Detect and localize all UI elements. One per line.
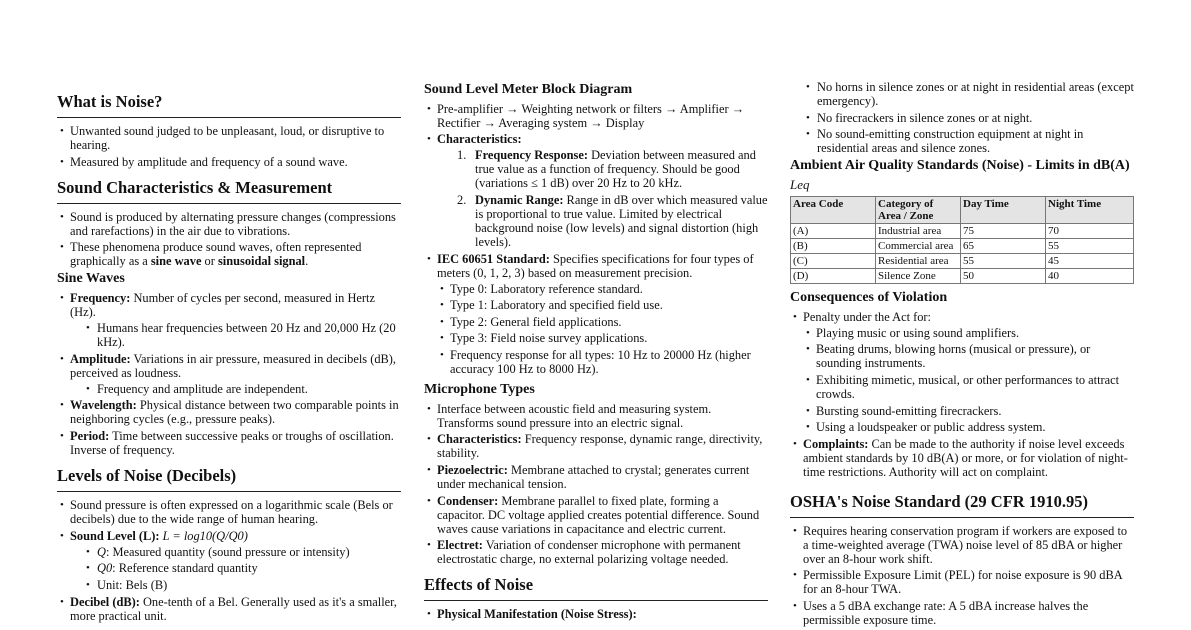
section-title-levels-of-noise: Levels of Noise (Decibels) xyxy=(57,467,401,492)
table-header: Category of Area / Zone xyxy=(876,196,961,223)
list-item: • Measured by amplitude and frequency of a sound wave. xyxy=(57,155,401,169)
osha-list xyxy=(790,524,1134,627)
list-item: • Uses a 5 dBA exchange rate: A 5 dBA increase halves the permissible exposure time. xyxy=(790,599,1134,627)
subsection-title-block-diagram: Sound Level Meter Block Diagram xyxy=(424,82,633,97)
list-subitem: • Type 2: General field applications. xyxy=(437,315,768,329)
list-item-wavelength: • Wavelength: Physical distance between two comparable points in neighboring cycles (e.g., pressure peaks). xyxy=(57,398,401,426)
noise-list xyxy=(57,124,401,169)
list-subitem: • Frequency response for all types: 10 Hz to 20000 Hz (higher accuracy 100 Hz to 8000 Hz). xyxy=(437,348,768,376)
list-item: • Sound pressure is often expressed on a logarithmic scale (Bels or decibels) due to the wide range of human hearing. xyxy=(57,498,401,526)
table-row: (D) Silence Zone 50 40 xyxy=(791,268,1134,283)
list-item-frequency: • Frequency: Number of cycles per second, measured in Hertz (Hz). • Humans hear frequencies between 20 Hz and 20,000 Hz (20 kHz). xyxy=(57,291,401,349)
leq-label: Leq xyxy=(790,176,810,192)
list-item: • Sound is produced by alternating pressure changes (compressions and rarefactions) in the air due to vibrations. xyxy=(57,210,401,238)
list-item: • Pre-amplifier → Weighting network or filters → Amplifier → Rectifier → Averaging system → Display xyxy=(424,102,768,130)
list-item: • Physical Manifestation (Noise Stress): xyxy=(424,607,768,621)
list-subitem: • Exhibiting mimetic, musical, or other performances to attract crowds. xyxy=(803,373,1134,401)
subsection-title-microphone-types: Microphone Types xyxy=(424,381,535,397)
list-item-characteristics: • Characteristics: 1. Frequency Response: Deviation between measured and true value as a function of frequency. Should be good (variations ≤ 1 dB) over 20 Hz to 20 kHz. 2. Dynamic Range: Range in dB over which measured value is proportional to true value. Limited by electrical background noise (low levels) and signal distortion (high levels). xyxy=(424,132,768,249)
effects-list xyxy=(424,607,768,621)
list-item: • Interface between acoustic field and measuring system. Transforms sound pressure into an electric signal. xyxy=(424,402,768,430)
microphone-list xyxy=(424,402,768,566)
sound-level-formula: L = log10(Q/Q0) xyxy=(162,528,248,543)
list-subitem: • No horns in silence zones or at night in residential areas (except emergency). xyxy=(790,80,1134,108)
list-item-amplitude: • Amplitude: Variations in air pressure, measured in decibels (dB), perceived as loudness. • Frequency and amplitude are independent. xyxy=(57,352,401,396)
list-subitem: • Type 1: Laboratory and specified field use. xyxy=(437,298,768,312)
noise-limits-table xyxy=(790,196,1134,284)
table-header: Night Time xyxy=(1046,196,1134,223)
table-header: Day Time xyxy=(961,196,1046,223)
list-subitem: • No firecrackers in silence zones or at night. xyxy=(790,111,1134,125)
list-item: • Electret: Variation of condenser microphone with permanent electrostatic charge, no external polarizing voltage needed. xyxy=(424,538,768,566)
list-subitem: • Unit: Bels (B) xyxy=(70,578,401,592)
column-left xyxy=(57,93,401,625)
block-diagram-list xyxy=(424,102,768,376)
list-subitem: • No sound-emitting construction equipment at night in residential areas and silence zones. xyxy=(790,127,1134,155)
list-subitem: • Frequency and amplitude are independent. xyxy=(70,382,401,396)
list-item-complaints: • Complaints: Can be made to the authority if noise level exceeds ambient standards by 10 dB(A) or more, or for violation of night-time restrictions. Authority will act on complaint. xyxy=(790,437,1134,479)
consequences-list xyxy=(790,310,1134,479)
list-item: • Condenser: Membrane parallel to fixed plate, forming a capacitor. DC voltage applied creates potential difference. Sound waves cause variations in capacitance and electric current. xyxy=(424,494,768,536)
list-subitem: • Using a loudspeaker or public address system. xyxy=(803,420,1134,434)
list-item: • These phenomena produce sound waves, often represented graphically as a sine wave or sinusoidal signal. xyxy=(57,240,401,268)
list-subitem: • Beating drums, blowing horns (musical or pressure), or sounding instruments. xyxy=(803,342,1134,370)
section-title-sound-characteristics: Sound Characteristics & Measurement xyxy=(57,179,401,204)
list-subitem: • Type 3: Field noise survey applications. xyxy=(437,331,768,345)
list-subitem: • Humans hear frequencies between 20 Hz and 20,000 Hz (20 kHz). xyxy=(70,321,401,349)
section-title-effects-of-noise: Effects of Noise xyxy=(424,576,768,601)
table-row: (A) Industrial area 75 70 xyxy=(791,223,1134,238)
section-title-what-is-noise: What is Noise? xyxy=(57,93,401,118)
section-title-osha: OSHA's Noise Standard (29 CFR 1910.95) xyxy=(790,493,1134,518)
subsection-title-consequences: Consequences of Violation xyxy=(790,289,948,305)
list-item-sound-level: • Sound Level (L): L = log10(Q/Q0) • Q: Measured quantity (sound pressure or intensity) • Q0: Reference standard quantity • Unit: Bels (B) xyxy=(57,529,401,592)
list-item-period: • Period: Time between successive peaks or troughs of oscillation. Inverse of frequency. xyxy=(57,429,401,457)
list-item-penalty: • Penalty under the Act for: • Playing music or using sound amplifiers. • Beating drums, blowing horns (musical or pressure), or sounding instruments. • Exhibiting mimetic, musical, or other performances to attract crowds. • Bursting sound-emitting firecrackers. • Using a loudspeaker or public address system. xyxy=(790,310,1134,434)
subsection-title-air-quality: Ambient Air Quality Standards (Noise) - Limits in dB(A) xyxy=(790,158,1130,174)
list-item: • Permissible Exposure Limit (PEL) for noise exposure is 90 dBA for an 8-hour TWA. xyxy=(790,568,1134,596)
column-right xyxy=(790,80,1134,630)
levels-list xyxy=(57,498,401,622)
list-subitem: • Q0: Reference standard quantity xyxy=(70,561,401,575)
sine-wave-list xyxy=(57,291,401,457)
restrictions-list xyxy=(790,80,1134,155)
list-subitem: • Type 0: Laboratory reference standard. xyxy=(437,282,768,296)
table-row: (B) Commercial area 65 55 xyxy=(791,238,1134,253)
list-subitem: • Playing music or using sound amplifiers. xyxy=(803,326,1134,340)
list-item: • Characteristics: Frequency response, dynamic range, directivity, stability. xyxy=(424,432,768,460)
list-subitem: • Bursting sound-emitting firecrackers. xyxy=(803,404,1134,418)
list-item-decibel: • Decibel (dB): One-tenth of a Bel. Generally used as it's a smaller, more practical unit. xyxy=(57,595,401,623)
list-item: • Piezoelectric: Membrane attached to crystal; generates current under mechanical tension. xyxy=(424,463,768,491)
column-middle xyxy=(424,79,768,624)
subsection-title-sine-waves: Sine Waves xyxy=(57,271,125,287)
list-item-iec-standard: • IEC 60651 Standard: Specifies specifications for four types of meters (0, 1, 2, 3) based on measurement precision. • Type 0: Laboratory reference standard. • Type 1: Laboratory and specified field use. • Type 2: General field applications. • Type 3: Field noise survey applications. • Frequency response for all types: 10 Hz to 20000 Hz (higher accuracy 100 Hz to 8000 Hz). xyxy=(424,252,768,376)
list-item: • Unwanted sound judged to be unpleasant, loud, or disruptive to hearing. xyxy=(57,124,401,152)
numbered-item-frequency-response: 1. Frequency Response: Deviation between measured and true value as a function of frequency. Should be good (variations ≤ 1 dB) over 20 Hz to 20 kHz. xyxy=(457,148,756,191)
table-row: (C) Residential area 55 45 xyxy=(791,253,1134,268)
list-subitem: • Q: Measured quantity (sound pressure or intensity) xyxy=(70,545,401,559)
table-header: Area Code xyxy=(791,196,876,223)
characteristics-list xyxy=(57,210,401,269)
list-item: • Requires hearing conservation program if workers are exposed to a time-weighted average (TWA) noise level of 85 dBA or higher over an 8-hour work shift. xyxy=(790,524,1134,566)
numbered-item-dynamic-range: 2. Dynamic Range: Range in dB over which measured value is proportional to true value. Limited by electrical background noise (low levels) and signal distortion (high levels). xyxy=(457,192,768,249)
